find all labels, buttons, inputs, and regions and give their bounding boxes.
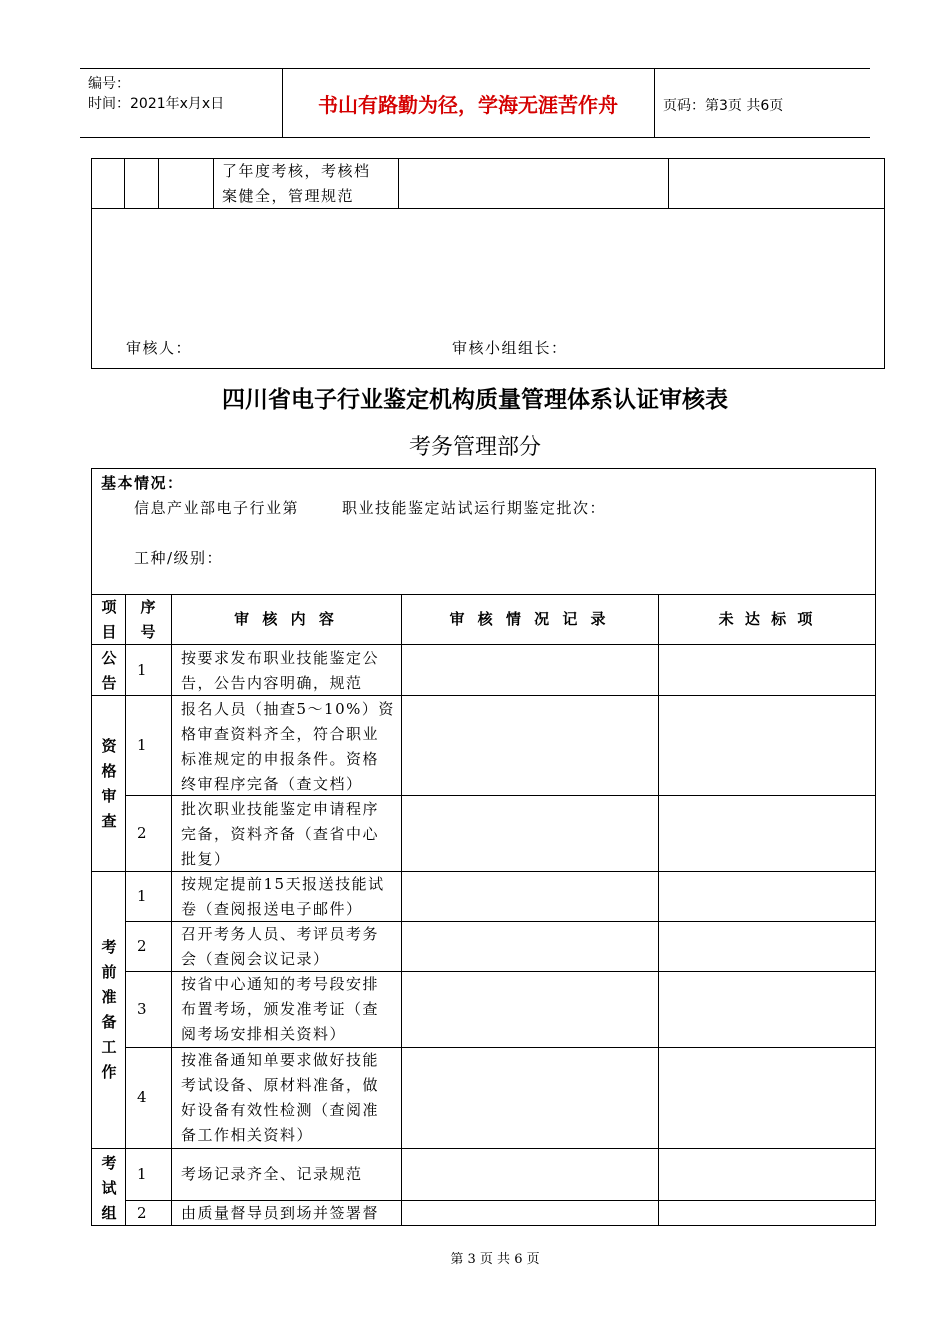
row-seq: 1 bbox=[137, 736, 147, 754]
basic-info-heading: 基本情况： bbox=[101, 474, 184, 492]
reviewer-label: 审核人： bbox=[126, 339, 193, 357]
motto: 书山有路勤为径，学海无涯苦作舟 bbox=[282, 69, 655, 137]
row-seq: 3 bbox=[137, 1000, 147, 1018]
row-content: 批次职业技能鉴定申请程序 完备，资料齐备（查省中心 批复） bbox=[181, 800, 380, 868]
page-footer: 第 3 页 共 6 页 bbox=[450, 1252, 540, 1267]
basic-info-line: 职业技能鉴定站试运行期鉴定批次： bbox=[342, 499, 607, 517]
col-unmet-header: 未 达 标 项 bbox=[718, 610, 816, 628]
header-left-cell bbox=[80, 69, 283, 137]
group-leader-label: 审核小组组长： bbox=[452, 339, 568, 357]
row-content: 按要求发布职业技能鉴定公 告，公告内容明确，规范 bbox=[181, 649, 380, 692]
row-content: 按省中心通知的考号段安排 布置考场，颁发准考证（查 阅考场安排相关资料） bbox=[181, 975, 380, 1043]
col-seq-header: 序 号 bbox=[140, 598, 156, 641]
row-content: 按准备通知单要求做好技能 考试设备、原材料准备，做 好设备有效性检测（查阅准 备工作相关资料） bbox=[181, 1051, 380, 1144]
row-seq: 2 bbox=[137, 1204, 147, 1222]
basic-info-line: 工种/级别： bbox=[134, 549, 224, 567]
row-seq: 2 bbox=[137, 937, 147, 955]
section-category: 资 格 审 查 bbox=[101, 737, 117, 830]
section-category: 公 告 bbox=[101, 649, 117, 692]
page-subtitle: 考务管理部分 bbox=[408, 435, 541, 460]
time-label: 时间：2021年x月x日 bbox=[88, 96, 225, 112]
col-record-header: 审 核 情 况 记 录 bbox=[449, 610, 610, 628]
row-content: 考场记录齐全、记录规范 bbox=[181, 1165, 363, 1183]
row-seq: 1 bbox=[137, 887, 147, 905]
page-header bbox=[80, 68, 870, 138]
page-info: 页码：第3页 共6页 bbox=[663, 98, 784, 114]
top-content-line: 案健全，管理规范 bbox=[222, 187, 355, 205]
row-content: 由质量督导员到场并签署督 bbox=[181, 1204, 380, 1222]
col-content-header: 审 核 内 容 bbox=[234, 610, 338, 628]
row-seq: 1 bbox=[137, 661, 147, 679]
page-title: 四川省电子行业鉴定机构质量管理体系认证审核表 bbox=[222, 387, 728, 413]
section-category: 考 试 组 bbox=[101, 1154, 117, 1222]
row-content: 召开考务人员、考评员考务 会（查阅会议记录） bbox=[181, 925, 380, 968]
row-seq: 4 bbox=[137, 1088, 147, 1106]
col-item-header: 项 目 bbox=[101, 598, 117, 641]
row-seq: 1 bbox=[137, 1165, 147, 1183]
row-seq: 2 bbox=[137, 824, 147, 842]
top-content-line: 了年度考核，考核档 bbox=[222, 162, 371, 180]
row-content: 报名人员（抽查5～10%）资 格审查资料齐全，符合职业 标准规定的申报条件。资格 终审程序完备（查文档） bbox=[181, 700, 395, 793]
row-content: 按规定提前15天报送技能试 卷（查阅报送电子邮件） bbox=[181, 875, 385, 918]
section-category: 考 前 准 备 工 作 bbox=[101, 938, 117, 1081]
basic-info-line: 信息产业部电子行业第 bbox=[134, 499, 300, 517]
code-label: 编号： bbox=[88, 76, 130, 92]
